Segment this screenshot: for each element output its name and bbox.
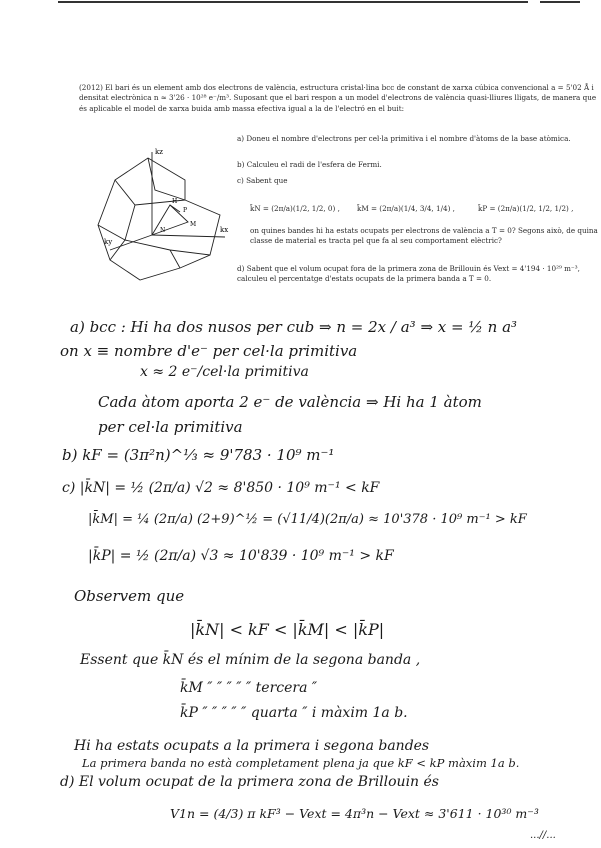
answer-c-line9: Hi ha estats ocupats a la primera i segona bandes [74, 738, 430, 754]
question-a: a) Doneu el nombre d'electrons per cel·la primitiva i el nombre d'àtoms de la base atòmica. [237, 134, 571, 143]
answer-a-line2: on x ≡ nombre d'e⁻ per cel·la primitiva [60, 342, 358, 360]
label-H: H [172, 198, 178, 205]
answer-c-line3: |k̄P| = ½ (2π/a) √3 ≈ 10'839 · 10⁹ m⁻¹ > kF [88, 548, 394, 564]
vector-kM: k̄M = (2π/a)(1/4, 3/4, 1/4) , [357, 204, 455, 213]
top-border [0, 0, 601, 5]
label-kx: kx [220, 226, 229, 234]
label-ky: ky [104, 238, 113, 246]
polyhedron-edge [125, 240, 210, 255]
answer-d-continues: ...//... [530, 830, 556, 841]
answer-a-line5: per cel·la primitiva [98, 418, 243, 436]
question-d: d) Sabent que el volum ocupat fora de la primera zona de Brillouin és Vext = 4'194 · 10²⁹ m⁻³, calculeu el percentatge d'estats ocupats de la primera banda a T = 0. [237, 264, 580, 284]
answer-d-line1: d) El volum ocupat de la primera zona de Brillouin és [60, 774, 439, 790]
polyhedron-edge [148, 158, 185, 200]
brillouin-zone-figure [80, 140, 235, 290]
answer-c-line1: c) |k̄N| = ½ (2π/a) √2 ≈ 8'850 · 10⁹ m⁻¹ < kF [62, 480, 380, 496]
answer-a-line1: a) bcc : Hi ha dos nusos per cub ⇒ n = 2x / a³ ⇒ x = ½ n a³ [70, 318, 518, 336]
polyhedron-edge [110, 205, 135, 260]
answer-c-line8: k̄P ″ ″ ″ ″ ″ quarta ″ i màxim 1a b. [180, 705, 408, 721]
label-M: M [190, 221, 197, 228]
question-c-intro: c) Sabent que [237, 176, 288, 185]
polyhedron-edge [170, 250, 180, 268]
kx-axis [152, 235, 225, 237]
answer-c-line2: |k̄M| = ¼ (2π/a) (2+9)^½ = (√11/4)(2π/a) ≈ 10'378 · 10⁹ m⁻¹ > kF [88, 512, 527, 527]
polyhedron-outline [98, 158, 220, 280]
question-c-rest: on quines bandes hi ha estats ocupats per electrons de valència a T = 0? Segons això, de quina classe de material es tracta pel que fa al seu comportament elèctric? [250, 226, 598, 246]
answer-d-line2: V1n = (4/3) π kF³ − Vext = 4π³n − Vext ≈ 3'611 · 10³⁰ m⁻³ [170, 806, 539, 821]
label-P: P [183, 207, 188, 214]
answer-c-line4: Observem que [74, 587, 185, 605]
answer-a-line3: x ≈ 2 e⁻/cel·la primitiva [140, 364, 309, 380]
answer-b-line1: b) kF = (3π²n)^⅓ ≈ 9'783 · 10⁹ m⁻¹ [62, 446, 335, 464]
vector-kP: k̄P = (2π/a)(1/2, 1/2, 1/2) , [478, 204, 574, 213]
answer-c-line6: Essent que k̄N és el mínim de la segona banda , [80, 652, 421, 668]
answer-c-line10: La primera banda no està completament plena ja que kF < kP màxim 1a b. [82, 756, 520, 770]
answer-a-line4: Cada àtom aporta 2 e⁻ de valència ⇒ Hi ha 1 àtom [98, 393, 482, 411]
answer-c-inequality: |k̄N| < kF < |k̄M| < |k̄P| [190, 620, 385, 639]
ky-axis [110, 235, 152, 250]
wedge-edge [170, 205, 180, 212]
vector-kN: k̄N = (2π/a)(1/2, 1/2, 0) , [250, 204, 340, 213]
label-kz: kz [155, 148, 163, 156]
label-N: N [160, 227, 166, 234]
problem-intro: (2012) El bari és un element amb dos electrons de valència, estructura cristal·lina bcc de constant de xarxa cúbica convencional a = 5'02 Å i densitat electrònica n ≈ 3'26 · 10²⁸ e⁻/m³. Suposant que el bari respon a un model d'electrons de valència quasi-lliures lligats, de manera que és aplicable el model de xarxa buida amb massa efectiva igual a la de l'electró en el buit: [79, 83, 597, 113]
question-b: b) Calculeu el radi de l'esfera de Fermi. [237, 160, 382, 169]
answer-c-line7: k̄M ″ ″ ″ ″ ″ tercera ″ [180, 680, 318, 696]
